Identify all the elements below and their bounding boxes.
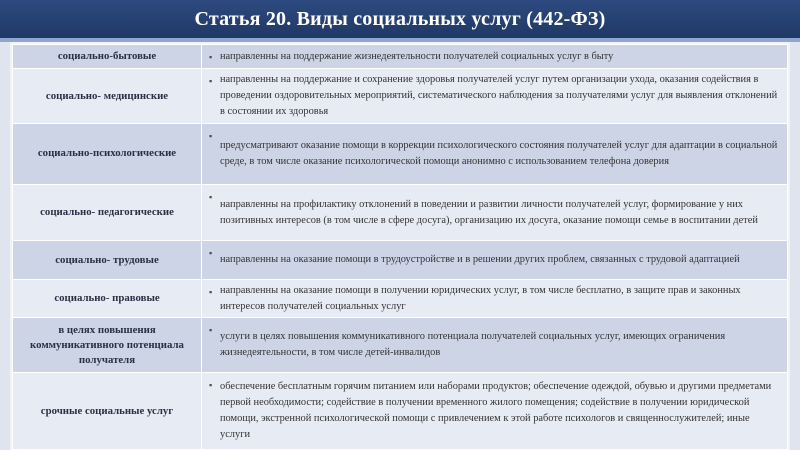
table-row bbox=[13, 184, 788, 241]
description-text: направленны на оказание помощи в трудоустройстве и в решении других проблем, связанных с трудовой адаптацией bbox=[220, 254, 740, 266]
description-cell bbox=[202, 123, 788, 184]
description-text: предусматривают оказание помощи в коррекции психологического состояния получателей услуг для адаптации в социальной среде, в том числе оказание психологической помощи анонимно с использованием телефона доверия bbox=[220, 139, 778, 167]
description-text: обеспечение бесплатным горячим питанием или наборами продуктов; обеспечение одеждой, обувью и другими предметами первой необходимости; содействие в получении временного жилого помещения; содействие в получении юридической помощи, экстренной психологической помощи с привлечением к этой работе психологов и священнослужителей; иные услуги bbox=[220, 381, 772, 440]
description-text: направленны на поддержание и сохранение здоровья получателей услуг путем организации ухода, оказания содействия в проведении оздоровительных мероприятий, систематического наблюдения за получателями услуг для выявления отклонений в состоянии их здоровья bbox=[220, 74, 778, 118]
category-cell: социально- правовые bbox=[13, 279, 202, 317]
table-row bbox=[13, 123, 788, 184]
bullet-icon: ▪ bbox=[209, 130, 213, 141]
services-table bbox=[12, 44, 788, 450]
bullet-icon: ▪ bbox=[209, 286, 213, 297]
bullet-icon: ▪ bbox=[209, 76, 213, 87]
category-cell: социально- трудовые bbox=[13, 241, 202, 279]
description-text: направленны на оказание помощи в получении юридических услуг, в том числе бесплатно, в защите прав и законных интересов получателей социальных услуг bbox=[220, 284, 741, 312]
description-cell bbox=[202, 279, 788, 317]
description-cell bbox=[202, 318, 788, 373]
table-row bbox=[13, 241, 788, 279]
description-cell bbox=[202, 241, 788, 279]
bullet-icon: ▪ bbox=[209, 52, 213, 62]
page-title: Статья 20. Виды социальных услуг (442-ФЗ) bbox=[0, 0, 800, 38]
table-row bbox=[13, 318, 788, 373]
bullet-icon: ▪ bbox=[209, 380, 213, 391]
table-row bbox=[13, 45, 788, 69]
category-cell: социально-психологические bbox=[13, 123, 202, 184]
right-border bbox=[790, 42, 800, 450]
category-cell: социально- педагогические bbox=[13, 184, 202, 241]
category-cell: срочные социальные услуг bbox=[13, 373, 202, 450]
category-cell: в целях повышения коммуникативного потенциала получателя bbox=[13, 318, 202, 373]
table-row bbox=[13, 69, 788, 124]
bullet-icon: ▪ bbox=[209, 191, 213, 202]
description-cell bbox=[202, 373, 788, 450]
description-text: направленны на поддержание жизнедеятельности получателей социальных услуг в быту bbox=[220, 50, 614, 62]
description-text: направленны на профилактику отклонений в поведении и развитии личности получателей услуг, формирование у них позитивных интересов (в том числе в сфере досуга), организацию их досуга, оказание помощи семье в воспитании детей bbox=[220, 198, 758, 226]
category-cell: социально- медицинские bbox=[13, 69, 202, 124]
left-border bbox=[0, 42, 10, 450]
description-cell bbox=[202, 184, 788, 241]
bullet-icon: ▪ bbox=[209, 325, 213, 336]
title-divider bbox=[0, 38, 800, 42]
category-cell: социально-бытовые bbox=[13, 45, 202, 69]
description-text: услуги в целях повышения коммуникативного потенциала получателей социальных услуг, имеющих ограничения жизнедеятельности, в том числе детей-инвалидов bbox=[220, 331, 726, 359]
table-row bbox=[13, 279, 788, 317]
bullet-icon: ▪ bbox=[209, 248, 213, 259]
description-cell bbox=[202, 69, 788, 124]
table-row bbox=[13, 373, 788, 450]
description-cell bbox=[202, 45, 788, 69]
